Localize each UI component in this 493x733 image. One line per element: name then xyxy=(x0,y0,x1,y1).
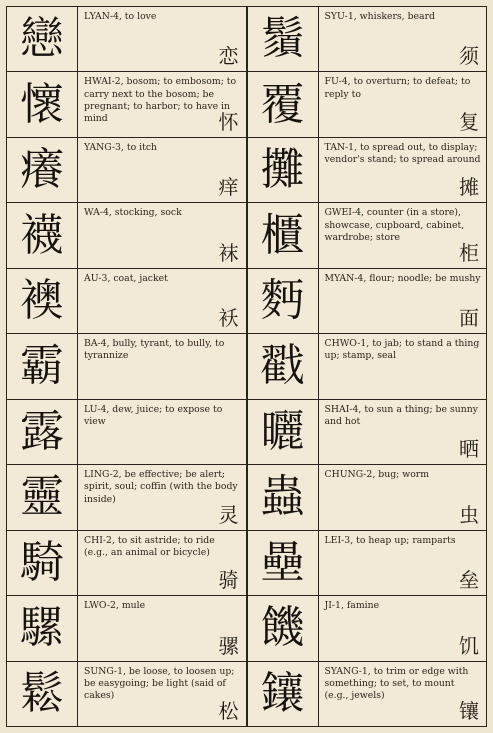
right-column xyxy=(248,7,487,726)
definition: LWO-2, mule xyxy=(84,600,146,612)
definition: TAN-1, to spread out, to display; vendor's stand; to spread around xyxy=(324,141,481,166)
definition: SUNG-1, be loose, to loosen up; be easygoing; be light (said of cakes) xyxy=(84,665,235,701)
simplified-character: 骡 xyxy=(218,633,239,658)
definition: SHAI-4, to sun a thing; be sunny and hot xyxy=(324,403,478,427)
traditional-character: 戳 xyxy=(248,334,319,398)
definition: WA-4, stocking, sock xyxy=(84,207,182,219)
traditional-character: 癢 xyxy=(7,138,78,202)
simplified-character: 灵 xyxy=(218,502,239,527)
entry-row xyxy=(7,203,246,268)
simplified-character: 袜 xyxy=(218,240,239,265)
entry-row xyxy=(7,400,246,465)
entry-row xyxy=(7,269,246,334)
definition: BA-4, bully, tyrant, to bully, to tyrannize xyxy=(84,338,225,362)
entry-row xyxy=(7,334,246,399)
entry-row xyxy=(248,400,487,465)
definition: LEI-3, to heap up; ramparts xyxy=(324,534,456,546)
definition: LU-4, dew, juice; to expose to view xyxy=(84,403,223,427)
entry-row xyxy=(248,203,487,268)
entry-row xyxy=(248,7,487,72)
entry-row xyxy=(248,72,487,137)
simplified-character: 复 xyxy=(459,109,479,134)
definition: JI-1, famine xyxy=(324,600,380,612)
traditional-character: 壘 xyxy=(248,531,319,595)
simplified-character: 垒 xyxy=(459,568,479,593)
entry-row xyxy=(248,662,487,726)
traditional-character: 露 xyxy=(7,400,78,464)
simplified-character: 须 xyxy=(459,44,479,69)
simplified-character: 怀 xyxy=(218,109,239,134)
traditional-character: 櫃 xyxy=(248,203,319,267)
entry-row xyxy=(7,465,246,530)
traditional-character: 戀 xyxy=(7,7,78,71)
traditional-character: 靈 xyxy=(7,465,78,529)
simplified-character: 镶 xyxy=(459,698,479,723)
definition: GWEI-4, counter (in a store), showcase, cupboard, cabinet, wardrobe; store xyxy=(324,207,465,243)
traditional-character: 鬆 xyxy=(7,662,78,726)
traditional-character: 懷 xyxy=(7,72,78,136)
traditional-character: 攤 xyxy=(248,138,319,202)
traditional-character: 覆 xyxy=(248,72,319,136)
simplified-character: 松 xyxy=(218,698,239,723)
traditional-character: 饑 xyxy=(248,596,319,660)
definition: FU-4, to overturn; to defeat; to reply to xyxy=(324,76,471,100)
traditional-character: 曬 xyxy=(248,400,319,464)
definition: SYU-1, whiskers, beard xyxy=(324,11,435,22)
definition: CHI-2, to sit astride; to ride (e.g., an animal or bicycle) xyxy=(84,534,215,558)
entry-row xyxy=(248,465,487,530)
simplified-character: 晒 xyxy=(459,437,479,462)
entry-row xyxy=(248,269,487,334)
traditional-character: 襖 xyxy=(7,269,78,333)
definition: LYAN-4, to love xyxy=(84,11,157,22)
entry-row xyxy=(248,334,487,399)
traditional-character: 蟲 xyxy=(248,465,319,529)
simplified-character: 虫 xyxy=(459,502,479,527)
entry-row xyxy=(248,596,487,661)
traditional-character: 鬚 xyxy=(248,7,319,71)
simplified-character: 面 xyxy=(459,306,479,331)
traditional-character: 騎 xyxy=(7,531,78,595)
entry-row xyxy=(248,531,487,596)
simplified-character: 骑 xyxy=(218,568,239,593)
definition: CHWO-1, to jab; to stand a thing up; stamp, seal xyxy=(324,338,480,362)
traditional-character: 鑲 xyxy=(248,662,319,726)
traditional-character: 騾 xyxy=(7,596,78,660)
entry-row xyxy=(7,7,246,72)
definition: SYANG-1, to trim or edge with something; to set, to mount (e.g., jewels) xyxy=(324,665,469,701)
entry-row xyxy=(7,72,246,137)
definition: LING-2, be effective; be alert; spirit, soul; coffin (with the body inside) xyxy=(84,469,238,505)
definition: HWAI-2, bosom; to embosom; to carry next to the bosom; be pregnant; to harbor; to have in mind xyxy=(84,76,237,125)
definition: CHUNG-2, bug; worm xyxy=(324,469,430,481)
traditional-character: 霸 xyxy=(7,334,78,398)
entry-row xyxy=(7,138,246,203)
entry-row xyxy=(248,138,487,203)
simplified-character: 摊 xyxy=(459,175,479,200)
simplified-character: 饥 xyxy=(459,633,479,658)
simplified-character: 柜 xyxy=(459,240,479,265)
definition: YANG-3, to itch xyxy=(84,141,158,153)
entry-row xyxy=(7,596,246,661)
entry-row xyxy=(7,531,246,596)
simplified-character: 恋 xyxy=(218,44,239,69)
vocabulary-sheet xyxy=(6,6,487,727)
definition: MYAN-4, flour; noodle; be mushy xyxy=(324,272,481,284)
traditional-character: 麪 xyxy=(248,269,319,333)
traditional-character: 襪 xyxy=(7,203,78,267)
definition: AU-3, coat, jacket xyxy=(84,272,168,284)
simplified-character: 痒 xyxy=(218,175,239,200)
simplified-character: 袄 xyxy=(218,306,239,331)
left-column xyxy=(7,7,248,726)
entry-row xyxy=(7,662,246,726)
